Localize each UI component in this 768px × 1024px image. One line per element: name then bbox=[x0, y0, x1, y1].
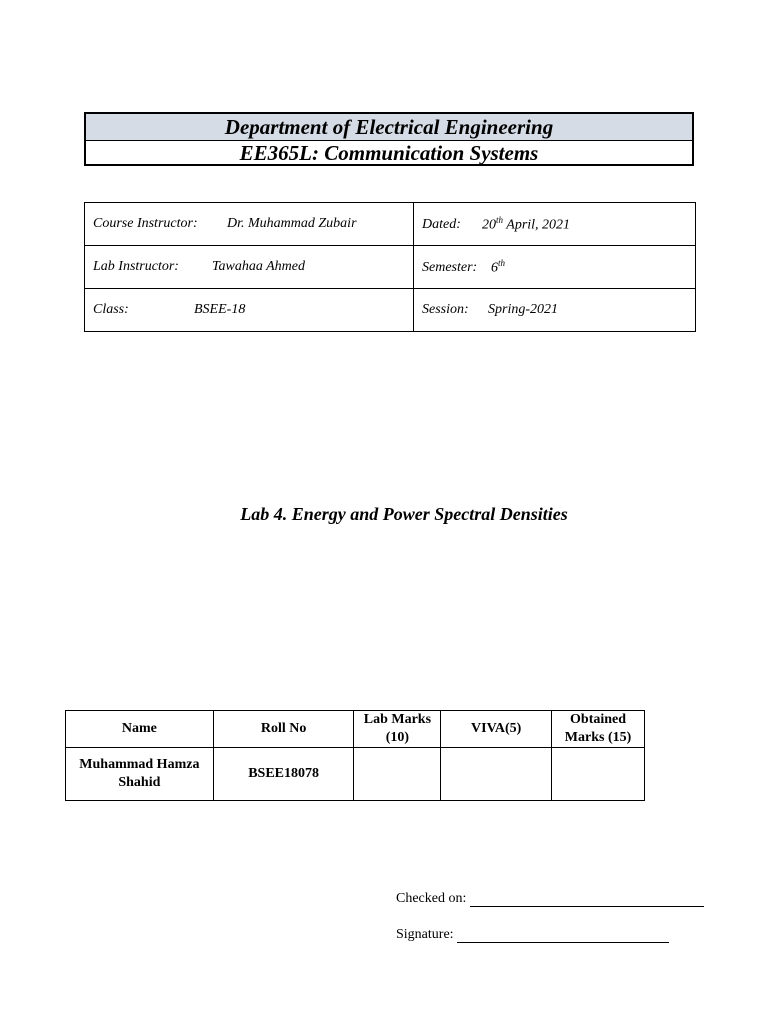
student-name: Muhammad Hamza Shahid bbox=[66, 748, 214, 801]
session-cell bbox=[414, 289, 696, 332]
dated-label: Dated: bbox=[422, 217, 461, 233]
course-instructor-cell bbox=[85, 203, 414, 246]
course-instructor-label: Course Instructor: bbox=[93, 216, 198, 231]
header-name: Name bbox=[66, 711, 214, 748]
signature-blank bbox=[457, 928, 669, 943]
class-label: Class: bbox=[93, 302, 129, 317]
lab-marks-cell bbox=[354, 748, 441, 801]
header-viva: VIVA(5) bbox=[441, 711, 552, 748]
checked-on-label: Checked on: bbox=[396, 891, 467, 906]
session-label: Session: bbox=[422, 302, 469, 317]
header-roll-no: Roll No bbox=[213, 711, 354, 748]
viva-cell bbox=[441, 748, 552, 801]
course-info-table bbox=[84, 202, 696, 332]
dated-sup: th bbox=[496, 214, 504, 225]
student-roll-no: BSEE18078 bbox=[213, 748, 354, 801]
obtained-marks-cell bbox=[552, 748, 645, 801]
session-value: Spring-2021 bbox=[488, 302, 558, 317]
lab-title: Lab 4. Energy and Power Spectral Densities bbox=[240, 504, 568, 524]
department-title: Department of Electrical Engineering bbox=[86, 114, 692, 141]
dated-day: 20 bbox=[482, 217, 496, 233]
table-header-row bbox=[66, 711, 645, 748]
signature-line bbox=[396, 927, 669, 943]
marks-table bbox=[65, 710, 645, 801]
dated-rest: April, 2021 bbox=[503, 217, 571, 233]
semester-label: Semester: bbox=[422, 260, 478, 276]
lab-instructor-label: Lab Instructor: bbox=[93, 259, 179, 274]
semester-sup: th bbox=[498, 257, 506, 268]
signature-label: Signature: bbox=[396, 927, 454, 942]
dated-cell bbox=[414, 203, 696, 246]
class-cell bbox=[85, 289, 414, 332]
course-title: EE365L: Communication Systems bbox=[239, 140, 539, 165]
header-lab-marks: Lab Marks (10) bbox=[354, 711, 441, 748]
info-row bbox=[85, 203, 696, 246]
info-row bbox=[85, 246, 696, 289]
checked-on-blank bbox=[470, 892, 704, 907]
course-instructor-value: Dr. Muhammad Zubair bbox=[227, 216, 357, 231]
checked-on-line bbox=[396, 891, 704, 907]
semester-number: 6 bbox=[491, 260, 498, 276]
lab-instructor-cell bbox=[85, 246, 414, 289]
header-obtained-marks: Obtained Marks (15) bbox=[552, 711, 645, 748]
lab-instructor-value: Tawahaa Ahmed bbox=[212, 259, 305, 274]
semester-cell bbox=[414, 246, 696, 289]
info-row bbox=[85, 289, 696, 332]
department-header bbox=[84, 112, 694, 166]
table-row bbox=[66, 748, 645, 801]
class-value: BSEE-18 bbox=[194, 302, 246, 317]
